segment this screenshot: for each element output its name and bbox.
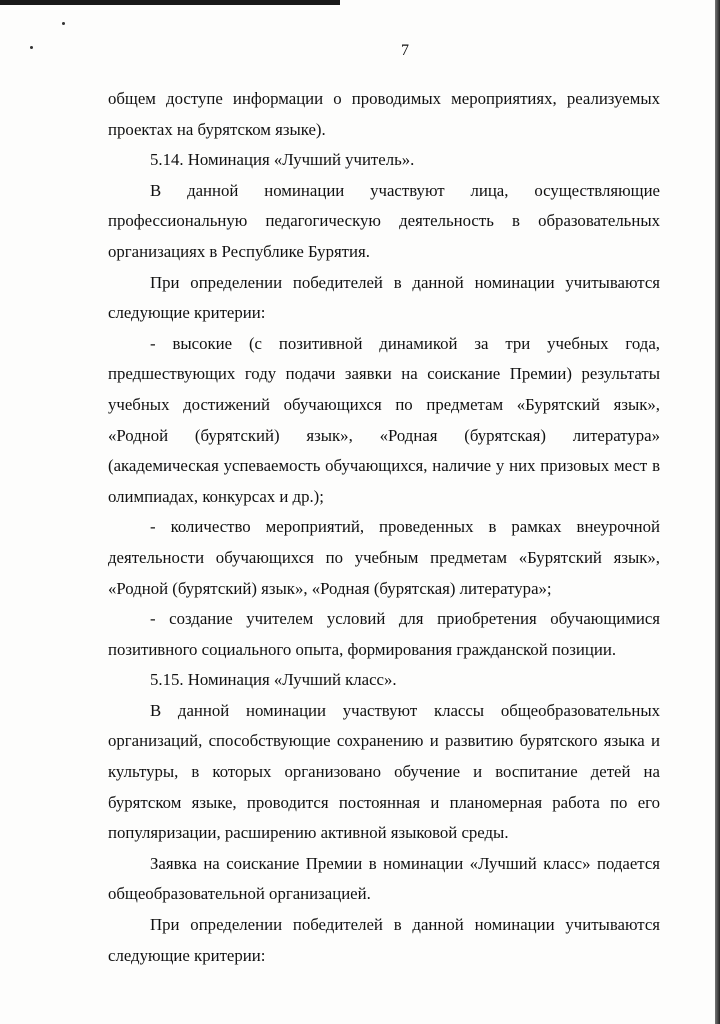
section-heading: 5.14. Номинация «Лучший учитель».: [150, 150, 415, 170]
document-body: [108, 84, 660, 971]
section-heading: 5.15. Номинация «Лучший класс».: [150, 670, 397, 690]
paragraph: В данной номинации участвуют лица, осуществляющие профессиональную педагогическую деятельность в образовательных организациях в Республике Бурятия.: [108, 180, 660, 261]
paragraph: При определении победителей в данной номинации учитываются следующие критерии:: [108, 272, 660, 323]
paragraph: общем доступе информации о проводимых мероприятиях, реализуемых проектах на бурятском языке).: [108, 89, 660, 139]
page-number: 7: [401, 42, 409, 59]
scan-edge-shadow: [0, 0, 340, 5]
criteria-item: - количество мероприятий, проведенных в рамках внеурочной деятельности обучающихся по учебным предметам «Бурятский язык», «Родной (бурятский) язык», «Родная (бурятская) литература»;: [108, 517, 660, 598]
paragraph: В данной номинации участвуют классы общеобразовательных организаций, способствующие сохранению и развитию бурятского языка и культуры, в которых организовано обучение и воспитание детей на бурятском языке, проводится постоянная и планомерная работа по его популяризации, расширению активной языковой среды.: [108, 700, 660, 843]
paragraph: Заявка на соискание Премии в номинации «Лучший класс» подается общеобразовательной организацией.: [108, 853, 660, 904]
scan-speck: [62, 22, 65, 25]
criteria-item: - создание учителем условий для приобретения обучающимися позитивного социального опыта, формирования гражданской позиции.: [108, 609, 660, 659]
scan-edge-shadow: [715, 0, 720, 1024]
criteria-item: - высокие (с позитивной динамикой за три учебных года, предшествующих году подачи заявки на соискание Премии) результаты учебных достижений обучающихся по предметам «Бурятский язык», «Родной (бурятский) язык», «Родная (бурятская) литература» (академическая успеваемость обучающихся, наличие у них призовых мест в олимпиадах, конкурсах и др.);: [108, 333, 660, 506]
paragraph: При определении победителей в данной номинации учитываются следующие критерии:: [108, 915, 660, 965]
